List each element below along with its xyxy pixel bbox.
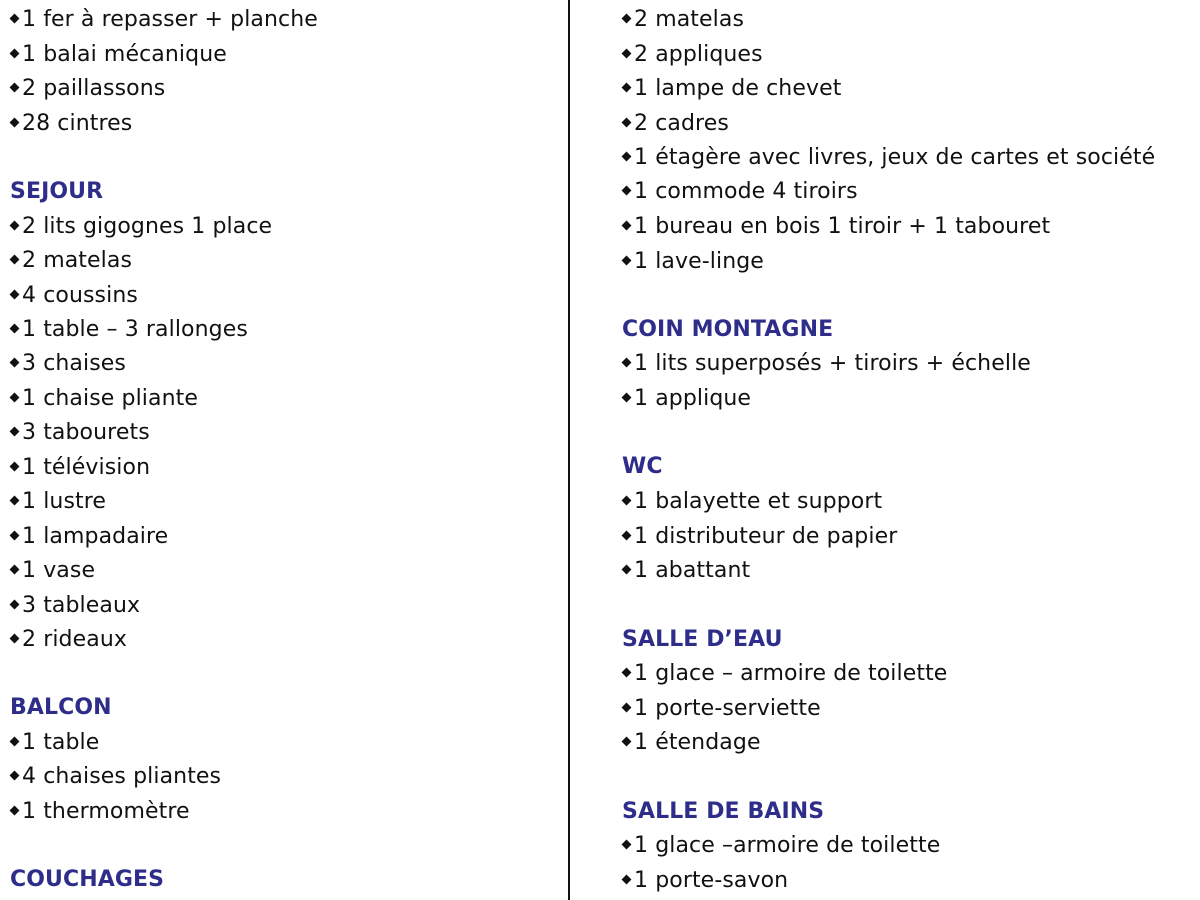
- diamond-bullet-icon: [622, 392, 632, 402]
- inventory-item: [10, 38, 227, 72]
- inventory-item: [622, 72, 841, 106]
- inventory-item: [622, 38, 763, 72]
- inventory-item-text: 1 lampe de chevet: [634, 76, 842, 101]
- inventory-item: [622, 485, 882, 519]
- diamond-bullet-icon: [622, 495, 632, 505]
- inventory-item: [10, 726, 99, 760]
- inventory-item: [10, 554, 95, 588]
- inventory-item: [10, 485, 106, 519]
- inventory-item-text: 1 balayette et support: [634, 489, 883, 514]
- inventory-item-text: 1 distributeur de papier: [634, 524, 898, 549]
- diamond-bullet-icon: [10, 392, 20, 402]
- inventory-item: [622, 210, 1050, 244]
- inventory-item-text: 1 lave-linge: [634, 249, 764, 274]
- inventory-item-text: 1 lampadaire: [22, 524, 169, 549]
- inventory-item-text: 1 thermomètre: [22, 799, 190, 824]
- diamond-bullet-icon: [622, 255, 632, 265]
- inventory-item-text: 1 télévision: [22, 455, 151, 480]
- inventory-item-text: 1 vase: [22, 558, 96, 583]
- section-heading: COUCHAGES: [10, 867, 165, 892]
- inventory-item: [10, 520, 168, 554]
- inventory-item-text: 1 abattant: [634, 558, 751, 583]
- inventory-item-text: 2 cadres: [634, 111, 729, 136]
- inventory-item: [10, 279, 138, 313]
- inventory-item: [10, 451, 150, 485]
- inventory-item: [622, 141, 1155, 175]
- diamond-bullet-icon: [10, 13, 20, 23]
- diamond-bullet-icon: [10, 82, 20, 92]
- column-divider: [568, 0, 570, 900]
- inventory-item: [622, 829, 940, 863]
- inventory-item-text: 1 commode 4 tiroirs: [634, 179, 858, 204]
- inventory-item-text: 2 matelas: [634, 7, 745, 32]
- inventory-item-text: 2 matelas: [22, 248, 133, 273]
- inventory-item-text: 2 appliques: [634, 42, 763, 67]
- inventory-item: [10, 107, 132, 141]
- inventory-item: [10, 210, 272, 244]
- diamond-bullet-icon: [10, 357, 20, 367]
- inventory-item: [622, 554, 750, 588]
- inventory-item: [622, 864, 788, 898]
- inventory-item: [622, 175, 858, 209]
- inventory-item: [622, 726, 761, 760]
- inventory-item: [622, 347, 1031, 381]
- inventory-item-text: 1 chaise pliante: [22, 386, 198, 411]
- inventory-item: [10, 760, 221, 794]
- inventory-item-text: 1 balai mécanique: [22, 42, 227, 67]
- diamond-bullet-icon: [10, 633, 20, 643]
- diamond-bullet-icon: [622, 874, 632, 884]
- inventory-item: [10, 72, 165, 106]
- inventory-item-text: 1 porte-savon: [634, 868, 789, 893]
- diamond-bullet-icon: [10, 289, 20, 299]
- section-heading: SEJOUR: [10, 179, 104, 204]
- diamond-bullet-icon: [10, 48, 20, 58]
- section-heading: COIN MONTAGNE: [622, 317, 834, 342]
- section-heading: SALLE D’EAU: [622, 627, 783, 652]
- inventory-item: [622, 107, 729, 141]
- diamond-bullet-icon: [10, 461, 20, 471]
- inventory-item: [622, 520, 897, 554]
- inventory-item-text: 1 table: [22, 730, 100, 755]
- inventory-item-text: 1 glace – armoire de toilette: [634, 661, 948, 686]
- diamond-bullet-icon: [10, 805, 20, 815]
- inventory-item: [10, 313, 248, 347]
- diamond-bullet-icon: [10, 770, 20, 780]
- diamond-bullet-icon: [10, 495, 20, 505]
- inventory-item-text: 2 paillassons: [22, 76, 166, 101]
- diamond-bullet-icon: [10, 530, 20, 540]
- inventory-item: [10, 244, 132, 278]
- diamond-bullet-icon: [622, 185, 632, 195]
- inventory-item: [10, 3, 318, 37]
- section-heading: WC: [622, 454, 663, 479]
- diamond-bullet-icon: [10, 736, 20, 746]
- inventory-item-text: 2 rideaux: [22, 627, 127, 652]
- diamond-bullet-icon: [10, 426, 20, 436]
- inventory-item-text: 1 étagère avec livres, jeux de cartes et société: [634, 145, 1156, 170]
- inventory-item: [622, 245, 764, 279]
- diamond-bullet-icon: [10, 564, 20, 574]
- inventory-item-text: 4 coussins: [22, 283, 138, 308]
- inventory-item-text: 1 bureau en bois 1 tiroir + 1 tabouret: [634, 214, 1051, 239]
- inventory-item: [10, 795, 190, 829]
- inventory-item: [10, 382, 198, 416]
- diamond-bullet-icon: [622, 839, 632, 849]
- inventory-item: [10, 589, 140, 623]
- inventory-item-text: 1 table – 3 rallonges: [22, 317, 248, 342]
- inventory-item-text: 1 applique: [634, 386, 752, 411]
- inventory-item: [622, 3, 744, 37]
- diamond-bullet-icon: [622, 82, 632, 92]
- diamond-bullet-icon: [10, 254, 20, 264]
- inventory-item: [10, 347, 126, 381]
- inventory-item: [622, 692, 821, 726]
- inventory-item-text: 1 glace –armoire de toilette: [634, 833, 941, 858]
- section-heading: BALCON: [10, 695, 112, 720]
- diamond-bullet-icon: [622, 357, 632, 367]
- diamond-bullet-icon: [10, 220, 20, 230]
- diamond-bullet-icon: [622, 48, 632, 58]
- diamond-bullet-icon: [622, 667, 632, 677]
- inventory-item-text: 1 porte-serviette: [634, 696, 821, 721]
- inventory-item-text: 1 lits superposés + tiroirs + échelle: [634, 351, 1031, 376]
- diamond-bullet-icon: [10, 323, 20, 333]
- diamond-bullet-icon: [622, 13, 632, 23]
- inventory-item: [10, 623, 127, 657]
- inventory-item-text: 28 cintres: [22, 111, 133, 136]
- inventory-item: [622, 657, 947, 691]
- inventory-item: [10, 416, 150, 450]
- inventory-item-text: 1 fer à repasser + planche: [22, 7, 318, 32]
- inventory-item-text: 1 lustre: [22, 489, 107, 514]
- diamond-bullet-icon: [622, 151, 632, 161]
- inventory-item-text: 1 étendage: [634, 730, 761, 755]
- inventory-item-text: 3 tabourets: [22, 420, 150, 445]
- inventory-item: [622, 382, 751, 416]
- diamond-bullet-icon: [622, 117, 632, 127]
- inventory-item-text: 3 chaises: [22, 351, 126, 376]
- diamond-bullet-icon: [10, 117, 20, 127]
- diamond-bullet-icon: [622, 702, 632, 712]
- inventory-item-text: 3 tableaux: [22, 593, 141, 618]
- section-heading: SALLE DE BAINS: [622, 799, 825, 824]
- diamond-bullet-icon: [622, 564, 632, 574]
- diamond-bullet-icon: [622, 736, 632, 746]
- diamond-bullet-icon: [622, 530, 632, 540]
- inventory-item-text: 4 chaises pliantes: [22, 764, 222, 789]
- inventory-item-text: 2 lits gigognes 1 place: [22, 214, 273, 239]
- diamond-bullet-icon: [10, 599, 20, 609]
- diamond-bullet-icon: [622, 220, 632, 230]
